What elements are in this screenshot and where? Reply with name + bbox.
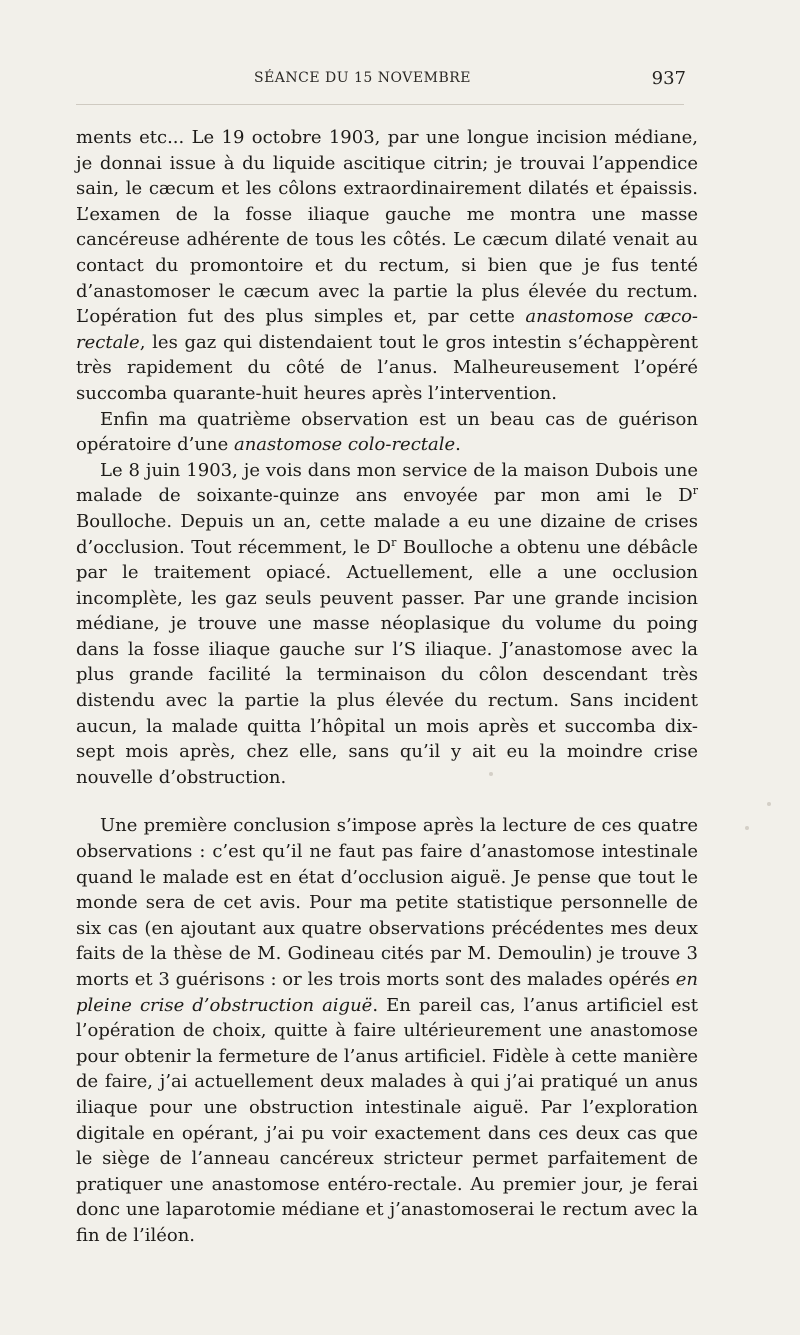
- paragraph-4-text: Une première conclusion s’impose après la lecture de ces quatre observations : c’est qu’il ne faut pas faire d’anastomose intestinale quand le malade est en état d’occlusion aiguë. Je pense que tout le monde sera de cet avis. Pour ma petite statistique personnelle de six cas (en ajoutant aux quatre observations précédentes mes deux faits de la thèse de M. Godineau cités par M. Demoulin) je trouve 3 morts et 3 guérisons : or les trois morts sont des malades opérés: [76, 815, 698, 990]
- page-number: 937: [651, 68, 686, 89]
- paragraph-1-text: ments etc... Le 19 octobre 1903, par une longue incision médiane, je donnai issue à du liquide ascitique citrin; je trouvai l’appendice sain, le cæcum et les côlons extraordinairement dilatés et épaissis. L’examen de la fosse iliaque gauche me montra une masse cancéreuse adhérente de tous les côtés. Le cæcum dilaté venait au contact du promontoire et du rectum, si bien que je fus tenté d’anastomoser le cæcum avec la partie la plus élevée du rectum. L’opération fut des plus simples et, par cette: [76, 127, 698, 328]
- page-header: [76, 70, 698, 94]
- paragraph-3-text-3: Boulloche a obtenu une débâcle par le traitement opiacé. Actuellement, elle a une occlusion incomplète, les gaz seuls peuvent passer. Par une grande incision médiane, je trouve une masse néoplasique du volume du poing dans la fosse iliaque gauche sur l’S iliaque. J’anastomose avec la plus grande facilité la terminaison du côlon descendant très distendu avec la partie la plus élevée du rectum. Sans incident aucun, la malade quitta l’hôpital un mois après et succomba dix-sept mois après, chez elle, sans qu’il y ait eu la moindre crise nouvelle d’obstruction.: [76, 536, 698, 788]
- paragraph-2-text-after: .: [455, 434, 461, 456]
- paragraph-3-text: Le 8 juin 1903, je vois dans mon service de la maison Dubois une malade de soixante-quinze ans envoyée par mon ami le D: [76, 459, 698, 507]
- paragraph-4-italic: en pleine crise d’obstruction aiguë: [76, 969, 698, 1016]
- paragraph-4-text-after: . En pareil cas, l’anus artificiel est l’opération de choix, quitte à faire ultérieurement une anastomose pour obtenir la fermeture de l’anus artificiel. Fidèle à cette manière de faire, j’ai actuellement deux malades à qui j’ai pratiqué un anus iliaque pour une obstruction intestinale aiguë. Par l’exploration digitale en opérant, j’ai pu voir exactement dans ces deux cas que le siège de l’anneau cancéreux stricteur permet parfaitement de pratiquer une anastomose entéro-rectale. Au premier jour, je ferai donc une laparotomie médiane et j’anastomoserai le rectum avec la fin de l’iléon.: [76, 994, 698, 1246]
- paragraph-3-sup-1: r: [692, 484, 698, 498]
- paragraph-1-italic: anastomose cæco-rectale: [76, 306, 698, 353]
- paragraph-2-text: Enfin ma quatrième observation est un beau cas de guérison opératoire d’une: [76, 408, 698, 456]
- paper-speck: [745, 826, 749, 830]
- header-rule: [76, 104, 684, 105]
- paragraph-3-text-2: Boulloche. Depuis un an, cette malade a eu une dizaine de crises d’occlusion. Tout récemment, le D: [76, 510, 698, 558]
- paragraph-2: [76, 407, 698, 458]
- paragraph-3-sup-2: r: [391, 535, 397, 549]
- document-page: [76, 56, 698, 1286]
- document-body: [76, 125, 698, 1249]
- paragraph-3: [76, 458, 698, 791]
- running-title: SÉANCE DU 15 NOVEMBRE: [254, 70, 471, 86]
- paragraph-1: [76, 125, 698, 407]
- paragraph-1-text-after: , les gaz qui distendaient tout le gros intestin s’échappèrent très rapidement du côté de l’anus. Malheureusement l’opéré succomba quarante-huit heures après l’intervention.: [76, 331, 698, 404]
- paper-speck: [767, 802, 771, 806]
- paragraph-4: [76, 813, 698, 1248]
- paragraph-2-italic: anastomose colo-rectale: [233, 434, 456, 456]
- paper-speck: [489, 772, 493, 776]
